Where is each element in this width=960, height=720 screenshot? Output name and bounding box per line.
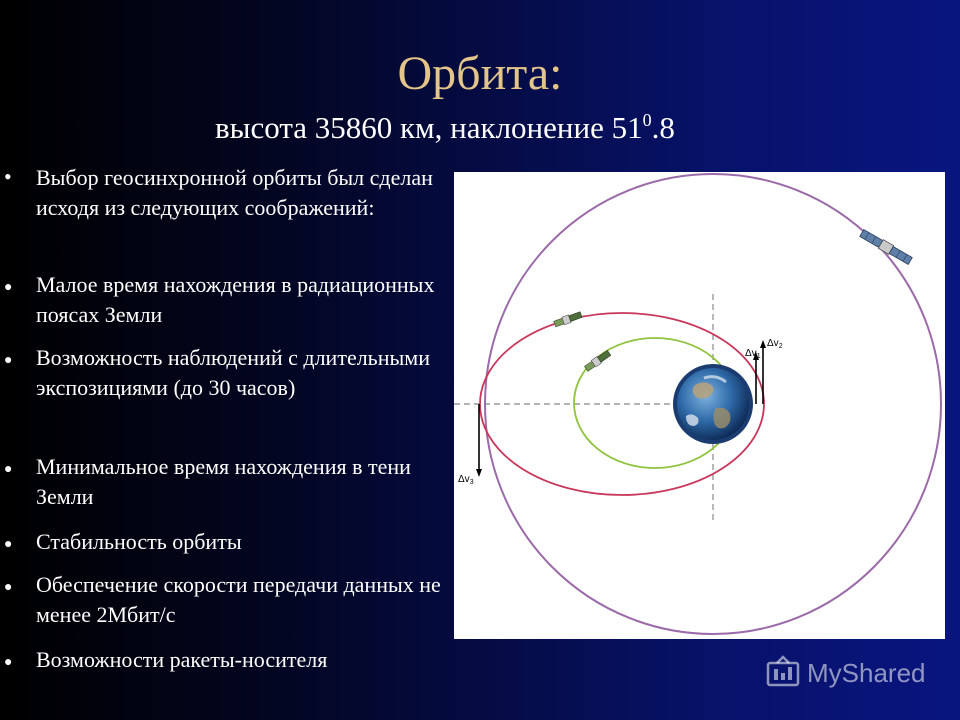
bullet-dot: ●: [4, 462, 13, 477]
delta-v3-text: Δv: [458, 474, 470, 485]
bullet-item: Возможность наблюдений с длительными экспозициями (до 30 часов): [36, 345, 430, 400]
bullet-dot: ●: [4, 655, 13, 670]
delta-v2-label: [767, 338, 783, 350]
satellite-icon-inner: [584, 350, 612, 373]
bullet-item: Возможности ракеты-носителя: [36, 647, 328, 672]
orbit-diagram-svg: [454, 172, 945, 639]
bullet-dot: •: [4, 164, 12, 189]
watermark: [765, 655, 926, 691]
myshared-logo-icon: [765, 655, 801, 691]
delta-v3-label: [458, 474, 474, 486]
earth-icon: [673, 364, 753, 444]
bullet-dot: ●: [4, 353, 13, 368]
satellite-icon-transfer: [553, 311, 582, 328]
bullet-dot: ●: [4, 280, 13, 295]
delta-v2-text: Δv: [767, 338, 779, 349]
satellite-icon-outer: [859, 229, 912, 266]
delta-v3-arrowhead: [476, 469, 482, 477]
subtitle-degree: 0: [642, 110, 652, 130]
subtitle-tail: .8: [651, 110, 675, 145]
bullet-item: Малое время нахождения в радиационных поясах Земли: [36, 272, 435, 327]
bullet-item: Обеспечение скорости передачи данных не менее 2Мбит/с: [36, 572, 441, 627]
delta-v1-sub: 1: [756, 353, 761, 360]
delta-v2-arrowhead: [760, 340, 766, 348]
delta-v1-label: [745, 348, 761, 360]
delta-v3-sub: 3: [469, 479, 474, 486]
bullet-dot: ●: [4, 580, 13, 595]
slide-title: Орбита:: [397, 47, 563, 100]
bullet-item: Стабильность орбиты: [36, 529, 242, 554]
delta-v1-text: Δv: [745, 348, 757, 359]
orbit-diagram: [454, 172, 945, 639]
bullet-item: Минимальное время нахождения в тени Земли: [36, 454, 411, 509]
bullet-item: Выбор геосинхронной орбиты был сделан исходя из следующих соображений:: [36, 165, 433, 220]
subtitle-main: высота 35860 км, наклонение 51: [215, 110, 643, 145]
bullet-dot: ●: [4, 537, 13, 552]
watermark-text: MyShared: [807, 657, 926, 688]
bullet-list: [0, 0, 450, 720]
delta-v2-sub: 2: [778, 343, 783, 350]
